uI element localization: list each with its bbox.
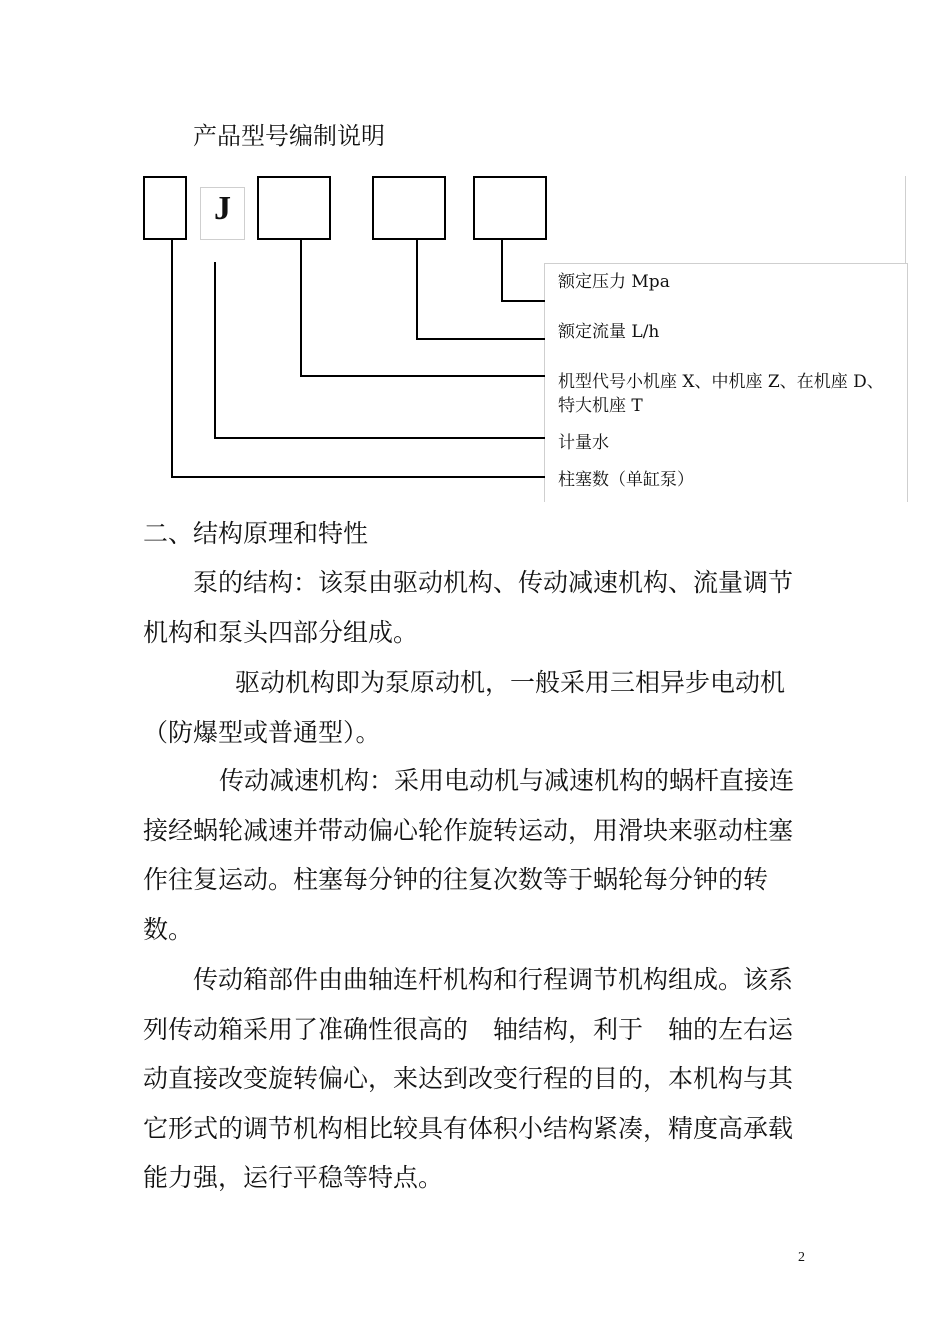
text-line: 传动减速机构：采用电动机与减速机构的蜗杆直接连 xyxy=(219,766,795,795)
connector-letter-h xyxy=(214,437,545,439)
text-line: 列传动箱采用了准确性很高的 轴结构，利于 轴的左右运 xyxy=(143,1014,794,1044)
legend-rated-flow: 额定流量 L/h xyxy=(558,322,660,342)
connector-letter-v xyxy=(214,262,216,439)
code-box-plunger-count xyxy=(143,176,187,240)
text-line: （防爆型或普通型）。 xyxy=(143,717,381,747)
paragraph-gearbox xyxy=(143,955,863,1203)
text-line: 数。 xyxy=(143,914,194,944)
text-line: 它形式的调节机构相比较具有体积小结构紧凑，精度高承载 xyxy=(143,1113,794,1143)
connector-frame-v xyxy=(300,240,302,377)
text-line: 能力强，运行平稳等特点。 xyxy=(143,1163,444,1192)
legend-frame-type-line2: 特大机座 T xyxy=(558,396,643,416)
text-line: 动直接改变旋转偏心，来达到改变行程的目的，本机构与其 xyxy=(143,1064,794,1093)
connector-frame-h xyxy=(300,375,545,377)
connector-flow-h xyxy=(416,338,545,340)
text-line: 接经蜗轮减速并带动偏心轮作旋转运动，用滑块来驱动柱塞 xyxy=(143,815,794,845)
doc-heading: 产品型号编制说明 xyxy=(193,122,385,150)
legend-rated-pressure: 额定压力 Mpa xyxy=(558,272,670,292)
paragraph-drive-mechanism xyxy=(143,658,843,757)
code-box-frame-type xyxy=(257,176,331,240)
legend-plunger-count: 柱塞数（单缸泵） xyxy=(558,470,694,490)
paragraph-pump-structure xyxy=(143,558,843,657)
code-box-pressure xyxy=(473,176,547,240)
page-number: 2 xyxy=(798,1250,805,1265)
diagram-frame xyxy=(905,176,906,264)
text-line: 作往复运动。柱塞每分钟的往复次数等于蜗轮每分钟的转 xyxy=(143,865,769,894)
text-line: 传动箱部件由曲轴连杆机构和行程调节机构组成。该系 xyxy=(193,965,794,994)
text-line: 驱动机构即为泵原动机，一般采用三相异步电动机 xyxy=(235,668,786,697)
code-box-letter: J xyxy=(200,187,245,240)
paragraph-transmission xyxy=(143,756,843,954)
connector-flow-v xyxy=(416,240,418,340)
code-box-flow xyxy=(372,176,446,240)
connector-pressure-v xyxy=(501,240,503,302)
text-line: 泵的结构：该泵由驱动机构、传动减速机构、流量调节 xyxy=(193,568,794,597)
connector-pressure-h xyxy=(501,300,545,302)
section-title: 二、结构原理和特性 xyxy=(143,519,369,548)
connector-plunger-h xyxy=(171,476,545,478)
connector-plunger-v xyxy=(171,240,173,478)
legend-metering-water: 计量水 xyxy=(558,433,609,453)
text-line: 机构和泵头四部分组成。 xyxy=(143,617,419,647)
legend-frame-type-line1: 机型代号小机座 X、中机座 Z、在机座 D、 xyxy=(558,372,884,392)
